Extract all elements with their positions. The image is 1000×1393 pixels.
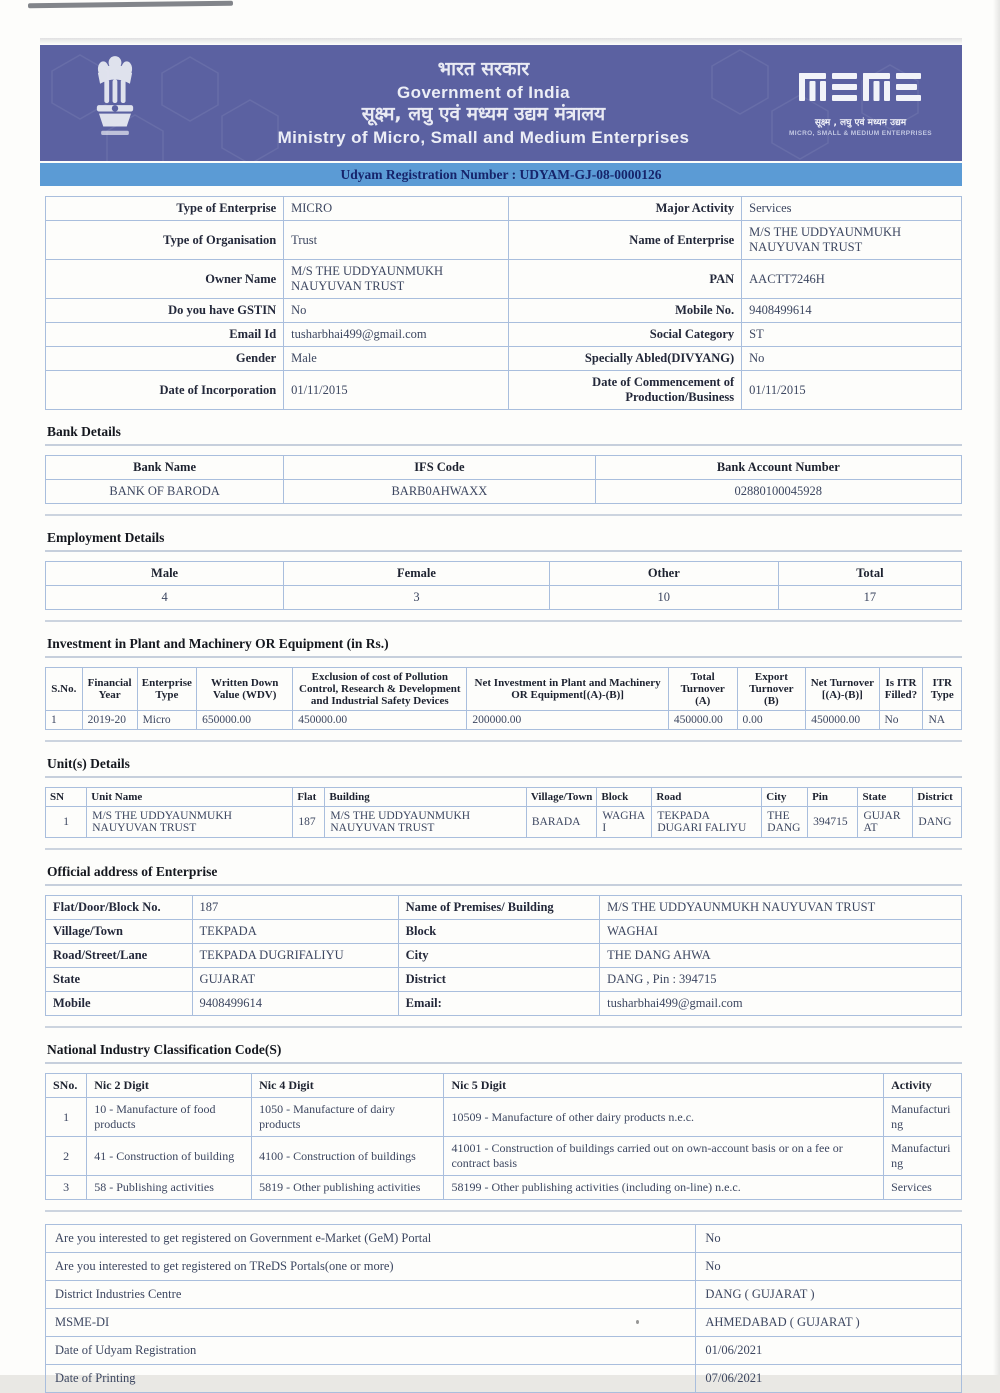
table-row <box>46 1137 962 1176</box>
column-header: Bank Name <box>46 456 284 480</box>
table-header-row <box>46 562 962 586</box>
msme-logo <box>777 69 962 137</box>
divider <box>45 620 962 622</box>
field-label: Road/Street/Lane <box>46 944 193 968</box>
ifs-code: BARB0AHWAXX <box>284 480 595 504</box>
column-header: Enterprise Type <box>137 668 197 711</box>
table-row <box>46 1281 962 1309</box>
cell: GUJARAT <box>858 807 913 838</box>
table-row <box>46 711 962 730</box>
column-header: Nic 2 Digit <box>87 1074 252 1098</box>
table-row <box>46 807 962 838</box>
field-value: M/S THE UDDYAUNMUKH NAUYUVAN TRUST <box>600 896 962 920</box>
header-hindi-ministry: सूक्ष्म, लघु एवं मध्यम उद्यम मंत्रालय <box>361 103 606 125</box>
field-value: 9408499614 <box>192 992 398 1016</box>
field-label: District Industries Centre <box>46 1281 696 1309</box>
field-value: M/S THE UDDYAUNMUKH NAUYUVAN TRUST <box>742 221 962 260</box>
field-value: Trust <box>284 221 508 260</box>
field-value: TEKPADA <box>192 920 398 944</box>
cell: 2019-20 <box>82 711 137 730</box>
field-label: Gender <box>46 347 284 371</box>
scan-shadow <box>40 38 962 45</box>
cell: BARADA <box>526 807 597 838</box>
field-value: No <box>742 347 962 371</box>
header-english-ministry: Ministry of Micro, Small and Medium Enterprises <box>277 127 690 147</box>
field-value: tusharbhai499@gmail.com <box>600 992 962 1016</box>
scan-speck <box>636 1320 639 1324</box>
column-header: Male <box>46 562 284 586</box>
cell: 450000.00 <box>806 711 879 730</box>
table-row <box>46 1365 962 1393</box>
enterprise-details-table <box>45 196 962 410</box>
field-value: 9408499614 <box>742 299 962 323</box>
divider <box>45 848 962 850</box>
msme-logo-subtitle-english: MICRO, SMALL & MEDIUM ENTERPRISES <box>788 130 933 137</box>
field-value: MICRO <box>284 197 508 221</box>
table-header-row <box>46 788 962 807</box>
column-header: Total Turnover (A) <box>668 668 737 711</box>
column-header: Is ITR Filled? <box>879 668 923 711</box>
divider <box>45 884 962 886</box>
field-value: DANG ( GUJARAT ) <box>696 1281 962 1309</box>
udyam-registration-number-bar: Udyam Registration Number : UDYAM-GJ-08-0000126 <box>40 163 962 186</box>
header-english-govt: Government of India <box>397 82 570 102</box>
divider <box>45 656 962 658</box>
cell: 10 - Manufacture of food products <box>87 1098 252 1137</box>
field-value: 01/11/2015 <box>284 371 508 410</box>
field-value: ST <box>742 323 962 347</box>
field-value: DANG , Pin : 394715 <box>600 968 962 992</box>
nic-codes-table <box>45 1073 962 1200</box>
table-row <box>46 968 962 992</box>
cell: M/S THE UDDYAUNMUKH NAUYUVAN TRUST <box>325 807 527 838</box>
msme-logo-icon <box>799 69 923 107</box>
field-value: No <box>284 299 508 323</box>
cell: 0.00 <box>737 711 806 730</box>
field-label: Social Category <box>508 323 742 347</box>
column-header: Building <box>325 788 527 807</box>
field-label: Owner Name <box>46 260 284 299</box>
field-value: THE DANG AHWA <box>600 944 962 968</box>
field-label: Email: <box>398 992 600 1016</box>
column-header: Net Investment in Plant and Machinery OR Equipment[(A)-(B)] <box>467 668 669 711</box>
cell: 58 - Publishing activities <box>87 1176 252 1200</box>
scan-artifact <box>28 1 233 9</box>
column-header: Road <box>652 788 762 807</box>
table-row <box>46 896 962 920</box>
table-row <box>46 197 962 221</box>
field-label: Date of Incorporation <box>46 371 284 410</box>
official-address-table <box>45 895 962 1016</box>
cell: 10509 - Manufacture of other dairy products n.e.c. <box>444 1098 884 1137</box>
divider <box>45 514 962 516</box>
section-title-bank-details: Bank Details <box>47 424 121 439</box>
cell: TEKPADA DUGARI FALIYU <box>652 807 762 838</box>
cell: 41001 - Construction of buildings carried out on own-account basis or on a fee or contract basis <box>444 1137 884 1176</box>
table-row <box>46 260 962 299</box>
column-header: Other <box>549 562 778 586</box>
cell: WAGHAI <box>597 807 652 838</box>
cell: No <box>879 711 923 730</box>
table-header-row <box>46 456 962 480</box>
field-label: Date of Udyam Registration <box>46 1337 696 1365</box>
field-value: AACTT7246H <box>742 260 962 299</box>
field-label: Do you have GSTIN <box>46 299 284 323</box>
cell: 3 <box>46 1176 87 1200</box>
column-header: IFS Code <box>284 456 595 480</box>
column-header: SN <box>46 788 87 807</box>
field-label: Mobile <box>46 992 193 1016</box>
cell: 200000.00 <box>467 711 669 730</box>
column-header: Net Turnover [(A)-(B)] <box>806 668 879 711</box>
field-label: Are you interested to get registered on TReDS Portals(one or more) <box>46 1253 696 1281</box>
table-header-row <box>46 1074 962 1098</box>
employment-male-count: 4 <box>46 586 284 610</box>
column-header: Export Turnover (B) <box>737 668 806 711</box>
bank-name: BANK OF BARODA <box>46 480 284 504</box>
divider <box>45 1210 962 1212</box>
column-header: District <box>913 788 962 807</box>
divider <box>45 776 962 778</box>
employment-female-count: 3 <box>284 586 550 610</box>
field-label: Flat/Door/Block No. <box>46 896 193 920</box>
field-label: Name of Enterprise <box>508 221 742 260</box>
cell: 1050 - Manufacture of dairy products <box>252 1098 444 1137</box>
section-title-employment-details: Employment Details <box>47 530 165 545</box>
field-value: M/S THE UDDYAUNMUKH NAUYUVAN TRUST <box>284 260 508 299</box>
field-value: No <box>696 1225 962 1253</box>
cell: Manufacturing <box>884 1137 962 1176</box>
investment-table <box>45 667 962 730</box>
column-header: City <box>762 788 808 807</box>
field-label: PAN <box>508 260 742 299</box>
table-header-row <box>46 668 962 711</box>
cell: 2 <box>46 1137 87 1176</box>
field-label: State <box>46 968 193 992</box>
field-label: District <box>398 968 600 992</box>
divider <box>45 1026 962 1028</box>
field-label: Are you interested to get registered on Government e-Market (GeM) Portal <box>46 1225 696 1253</box>
cell: 1 <box>46 807 87 838</box>
table-row <box>46 586 962 610</box>
units-table <box>45 787 962 838</box>
column-header: Financial Year <box>82 668 137 711</box>
cell: 41 - Construction of building <box>87 1137 252 1176</box>
cell: 4100 - Construction of buildings <box>252 1137 444 1176</box>
employment-total-count: 17 <box>778 586 961 610</box>
section-title-investment: Investment in Plant and Machinery OR Equipment (in Rs.) <box>47 636 389 651</box>
column-header: Unit Name <box>87 788 293 807</box>
field-value: WAGHAI <box>600 920 962 944</box>
msme-logo-subtitle-hindi: सूक्ष्म , लघु एवं मध्यम उद्यम <box>814 118 907 128</box>
column-header: Nic 5 Digit <box>444 1074 884 1098</box>
column-header: Written Down Value (WDV) <box>197 668 293 711</box>
column-header: Village/Town <box>526 788 597 807</box>
section-title-address: Official address of Enterprise <box>47 864 218 879</box>
field-value: No <box>696 1253 962 1281</box>
column-header: Pin <box>808 788 858 807</box>
scan-edge <box>993 0 1000 1375</box>
cell: 394715 <box>808 807 858 838</box>
column-header: Block <box>597 788 652 807</box>
table-row <box>46 1098 962 1137</box>
table-row <box>46 323 962 347</box>
table-row <box>46 1337 962 1365</box>
field-label: Major Activity <box>508 197 742 221</box>
table-row <box>46 1176 962 1200</box>
divider <box>45 740 962 742</box>
cell: 5819 - Other publishing activities <box>252 1176 444 1200</box>
table-row <box>46 944 962 968</box>
field-label: Type of Enterprise <box>46 197 284 221</box>
field-value: AHMEDABAD ( GUJARAT ) <box>696 1309 962 1337</box>
column-header: Exclusion of cost of Pollution Control, Research & Development and Industrial Safety Devices <box>293 668 467 711</box>
cell: 1 <box>46 711 83 730</box>
field-value: 01/06/2021 <box>696 1337 962 1365</box>
table-row <box>46 371 962 410</box>
field-label: Name of Premises/ Building <box>398 896 600 920</box>
field-label: City <box>398 944 600 968</box>
column-header: Nic 4 Digit <box>252 1074 444 1098</box>
table-row <box>46 347 962 371</box>
cell: Services <box>884 1176 962 1200</box>
cell: M/S THE UDDYAUNMUKH NAUYUVAN TRUST <box>87 807 293 838</box>
field-value: Services <box>742 197 962 221</box>
column-header: S.No. <box>46 668 83 711</box>
table-row <box>46 1225 962 1253</box>
section-title-units: Unit(s) Details <box>47 756 130 771</box>
cell: THE DANG <box>762 807 808 838</box>
cell: 650000.00 <box>197 711 293 730</box>
bank-details-table <box>45 455 962 504</box>
cell: NA <box>923 711 962 730</box>
divider <box>45 550 962 552</box>
cell: DANG <box>913 807 962 838</box>
field-label: Block <box>398 920 600 944</box>
field-label: Specially Abled(DIVYANG) <box>508 347 742 371</box>
table-row <box>46 299 962 323</box>
column-header: ITR Type <box>923 668 962 711</box>
field-value: tusharbhai499@gmail.com <box>284 323 508 347</box>
field-label: Mobile No. <box>508 299 742 323</box>
field-label: Date of Printing <box>46 1365 696 1393</box>
cell: 450000.00 <box>668 711 737 730</box>
table-row <box>46 1309 962 1337</box>
column-header: Total <box>778 562 961 586</box>
table-row <box>46 920 962 944</box>
cell: 450000.00 <box>293 711 467 730</box>
field-label: Type of Organisation <box>46 221 284 260</box>
field-value: 07/06/2021 <box>696 1365 962 1393</box>
table-row <box>46 1253 962 1281</box>
header-hindi-govt: भारत सरकार <box>437 58 530 80</box>
column-header: Flat <box>293 788 325 807</box>
field-value: Male <box>284 347 508 371</box>
column-header: SNo. <box>46 1074 87 1098</box>
field-label: Village/Town <box>46 920 193 944</box>
table-row <box>46 480 962 504</box>
cell: Manufacturing <box>884 1098 962 1137</box>
table-row <box>46 992 962 1016</box>
field-value: TEKPADA DUGRIFALIYU <box>192 944 398 968</box>
field-label: MSME-DI <box>46 1309 696 1337</box>
employment-details-table <box>45 561 962 610</box>
column-header: Female <box>284 562 550 586</box>
field-label: Date of Commencement of Production/Business <box>508 371 742 410</box>
column-header: Activity <box>884 1074 962 1098</box>
bank-account-number: 02880100045928 <box>595 480 961 504</box>
cell: 58199 - Other publishing activities (including on-line) n.e.c. <box>444 1176 884 1200</box>
table-row <box>46 221 962 260</box>
divider <box>45 1062 962 1064</box>
section-title-nic: National Industry Classification Code(S) <box>47 1042 282 1057</box>
field-label: Email Id <box>46 323 284 347</box>
divider <box>45 444 962 446</box>
certificate-header <box>40 45 962 161</box>
ashoka-emblem-icon <box>83 51 147 155</box>
cell: 1 <box>46 1098 87 1137</box>
registration-info-table <box>45 1224 962 1393</box>
column-header: Bank Account Number <box>595 456 961 480</box>
field-value: 187 <box>192 896 398 920</box>
employment-other-count: 10 <box>549 586 778 610</box>
cell: Micro <box>137 711 197 730</box>
field-value: GUJARAT <box>192 968 398 992</box>
field-value: 01/11/2015 <box>742 371 962 410</box>
cell: 187 <box>293 807 325 838</box>
column-header: State <box>858 788 913 807</box>
